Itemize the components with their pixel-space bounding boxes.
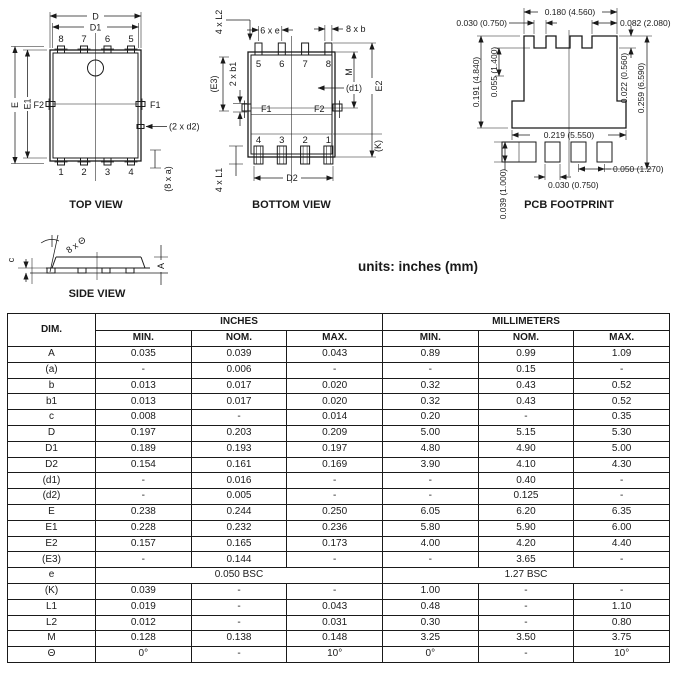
value-cell: 0.250	[287, 504, 383, 520]
table-row	[8, 394, 670, 410]
value-cell: 4.80	[382, 441, 478, 457]
value-cell: 0.197	[96, 425, 192, 441]
dim-cell: e	[8, 568, 96, 584]
value-cell: 0.32	[382, 394, 478, 410]
value-cell: 0.48	[382, 599, 478, 615]
dim-cell: c	[8, 410, 96, 426]
value-cell: 0.005	[191, 489, 287, 505]
pin-number: 5	[255, 59, 262, 70]
dim-cell: L2	[8, 615, 96, 631]
value-cell: 0°	[382, 647, 478, 663]
dim-label-e1: E1	[22, 98, 33, 110]
value-cell: 5.00	[382, 425, 478, 441]
dimensions-table	[7, 313, 670, 663]
value-cell: -	[96, 362, 192, 378]
table-sub-header-row	[8, 330, 670, 347]
value-cell-span: 1.27 BSC	[382, 568, 669, 584]
value-cell: 5.90	[478, 520, 574, 536]
table-row	[8, 631, 670, 647]
fp-dim-right-outer: 0.259 (6.590)	[636, 62, 646, 114]
fp-dim-pad-height: 0.039 (1.000)	[498, 168, 508, 220]
mm-nom-header: NOM.	[478, 330, 574, 347]
value-cell: 0.169	[287, 457, 383, 473]
label-4xl2: 4 x L2	[214, 9, 224, 35]
value-cell: 3.50	[478, 631, 574, 647]
side-label-a: A	[156, 262, 166, 270]
package-diagrams	[0, 0, 677, 310]
value-cell: 0.031	[287, 615, 383, 631]
pin-number: 3	[279, 135, 285, 146]
dimensions-table-body	[8, 347, 670, 663]
value-cell: 6.35	[574, 504, 670, 520]
footprint-pads	[502, 142, 612, 162]
value-cell: 1.10	[574, 599, 670, 615]
pin-number: 7	[81, 34, 87, 45]
value-cell: 0.197	[287, 441, 383, 457]
label-6xe: 6 x e	[260, 25, 280, 36]
label-2xb1: 2 x b1	[228, 61, 238, 87]
table-row	[8, 536, 670, 552]
inches-max-header: MAX.	[287, 330, 383, 347]
value-cell: -	[478, 615, 574, 631]
side-label-angle: 8 x Θ	[64, 234, 88, 256]
label-e3: (E3)	[209, 75, 219, 93]
bottom-view-caption: BOTTOM VIEW	[252, 199, 331, 211]
fp-dim-left-inner: 0.055 (1.400)	[489, 46, 499, 98]
side-label-c: c	[6, 257, 16, 263]
table-row	[8, 552, 670, 568]
value-cell: 4.10	[478, 457, 574, 473]
value-cell: -	[287, 362, 383, 378]
label-8xa: (8 x a)	[163, 166, 173, 192]
pin-number: 2	[81, 167, 87, 178]
dim-cell: b	[8, 378, 96, 394]
value-cell: 4.20	[478, 536, 574, 552]
pin-number: 2	[302, 135, 308, 146]
label-m: M	[344, 68, 354, 76]
value-cell: 0.189	[96, 441, 192, 457]
value-cell: -	[574, 552, 670, 568]
label-f2: F2	[314, 104, 325, 114]
value-cell: 0.128	[96, 631, 192, 647]
dim-cell: (E3)	[8, 552, 96, 568]
table-row	[8, 347, 670, 363]
mm-min-header: MIN.	[382, 330, 478, 347]
value-cell: -	[382, 473, 478, 489]
value-cell: -	[478, 410, 574, 426]
value-cell: 0.019	[96, 599, 192, 615]
pcb-footprint-diagram	[456, 7, 670, 219]
dim-cell: E1	[8, 520, 96, 536]
pin-number: 6	[104, 34, 111, 45]
value-cell: 0.039	[96, 583, 192, 599]
value-cell: 4.30	[574, 457, 670, 473]
dim-cell: E2	[8, 536, 96, 552]
value-cell: 0.013	[96, 394, 192, 410]
dim-cell: L1	[8, 599, 96, 615]
value-cell: 0.35	[574, 410, 670, 426]
value-cell: -	[382, 552, 478, 568]
value-cell: 0.30	[382, 615, 478, 631]
table-row	[8, 489, 670, 505]
value-cell: 0°	[96, 647, 192, 663]
value-cell: -	[382, 489, 478, 505]
pin-number: 8	[325, 59, 332, 70]
value-cell: 0.15	[478, 362, 574, 378]
label-f1: F1	[261, 104, 272, 114]
value-cell: 6.00	[574, 520, 670, 536]
fp-dim-pad-width: 0.030 (0.750)	[548, 180, 599, 190]
dim-label-d2: D2	[286, 173, 298, 183]
pin-number: 8	[58, 34, 64, 45]
table-row	[8, 568, 670, 584]
dim-cell: (a)	[8, 362, 96, 378]
value-cell: -	[191, 410, 287, 426]
dim-cell: E	[8, 504, 96, 520]
label-2xd2: (2 x d2)	[169, 121, 200, 132]
value-cell: -	[382, 362, 478, 378]
dim-cell: A	[8, 347, 96, 363]
units-label: units: inches (mm)	[357, 259, 479, 274]
value-cell-span: 0.050 BSC	[96, 568, 383, 584]
value-cell: 0.012	[96, 615, 192, 631]
value-cell: 0.236	[287, 520, 383, 536]
label-8xb: 8 x b	[346, 24, 366, 34]
pin-number: 4	[255, 135, 262, 146]
value-cell: 0.035	[96, 347, 192, 363]
value-cell: 0.52	[574, 378, 670, 394]
value-cell: 5.30	[574, 425, 670, 441]
value-cell: 0.20	[382, 410, 478, 426]
value-cell: 0.209	[287, 425, 383, 441]
pcb-footprint-caption: PCB FOOTPRINT	[524, 199, 614, 211]
dim-column-header: DIM.	[8, 314, 96, 347]
table-row	[8, 599, 670, 615]
value-cell: -	[96, 473, 192, 489]
table-row	[8, 520, 670, 536]
dim-cell: M	[8, 631, 96, 647]
millimeters-group-header: MILLIMETERS	[382, 314, 669, 331]
value-cell: -	[574, 489, 670, 505]
table-group-header-row	[8, 314, 670, 331]
value-cell: 0.80	[574, 615, 670, 631]
value-cell: 0.165	[191, 536, 287, 552]
table-row	[8, 583, 670, 599]
fp-dim-flange-width: 0.219 (5.550)	[543, 130, 595, 140]
value-cell: 0.99	[478, 347, 574, 363]
value-cell: -	[287, 489, 383, 505]
value-cell: -	[191, 647, 287, 663]
value-cell: -	[287, 473, 383, 489]
inches-min-header: MIN.	[96, 330, 192, 347]
table-row	[8, 457, 670, 473]
table-row	[8, 441, 670, 457]
value-cell: 0.154	[96, 457, 192, 473]
value-cell: -	[478, 599, 574, 615]
pin-number: 1	[325, 135, 332, 146]
label-f2: F2	[33, 100, 44, 110]
label-d1: (d1)	[346, 83, 363, 93]
value-cell: 0.193	[191, 441, 287, 457]
value-cell: 0.161	[191, 457, 287, 473]
fp-dim-tooth: 0.022 (0.560)	[619, 52, 629, 104]
value-cell: 0.203	[191, 425, 287, 441]
dim-cell: (K)	[8, 583, 96, 599]
side-view-caption: SIDE VIEW	[68, 288, 126, 300]
bottom-view-diagram	[209, 10, 384, 211]
dim-label-d1: D1	[89, 22, 102, 33]
value-cell: 0.043	[287, 347, 383, 363]
fp-dim-pad-pitch: 0.050 (1.270)	[613, 164, 664, 174]
table-row	[8, 647, 670, 663]
value-cell: 0.238	[96, 504, 192, 520]
value-cell: 0.125	[478, 489, 574, 505]
fp-dim-right-tab: 0.082 (2.080)	[620, 18, 671, 28]
dim-cell: b1	[8, 394, 96, 410]
table-row	[8, 378, 670, 394]
bottom-view-pins-top	[255, 43, 332, 70]
value-cell: 0.157	[96, 536, 192, 552]
dim-cell: Θ	[8, 647, 96, 663]
dim-label-d: D	[92, 11, 99, 22]
mm-max-header: MAX.	[574, 330, 670, 347]
value-cell: -	[574, 583, 670, 599]
table-row	[8, 410, 670, 426]
table-row	[8, 615, 670, 631]
value-cell: -	[478, 647, 574, 663]
pin-number: 5	[128, 34, 134, 45]
value-cell: 0.43	[478, 378, 574, 394]
inches-group-header: INCHES	[96, 314, 383, 331]
value-cell: 10°	[574, 647, 670, 663]
label-f1: F1	[150, 100, 161, 110]
value-cell: -	[287, 583, 383, 599]
table-row	[8, 425, 670, 441]
value-cell: -	[96, 552, 192, 568]
table-row	[8, 504, 670, 520]
dim-cell: D	[8, 425, 96, 441]
fp-dim-left-outer: 0.191 (4.840)	[471, 56, 481, 108]
value-cell: 0.016	[191, 473, 287, 489]
value-cell: 6.20	[478, 504, 574, 520]
pin-number: 6	[279, 59, 285, 70]
pin-number: 1	[58, 167, 64, 178]
value-cell: 0.017	[191, 378, 287, 394]
side-view-diagram	[6, 235, 168, 300]
value-cell: 0.173	[287, 536, 383, 552]
label-e2: E2	[374, 80, 384, 92]
table-row	[8, 473, 670, 489]
value-cell: 0.244	[191, 504, 287, 520]
top-view-caption: TOP VIEW	[69, 199, 123, 211]
top-view-diagram	[10, 12, 200, 212]
pin-number: 4	[128, 167, 134, 178]
value-cell: 0.020	[287, 394, 383, 410]
dim-cell: (d2)	[8, 489, 96, 505]
value-cell: 0.020	[287, 378, 383, 394]
value-cell: 0.144	[191, 552, 287, 568]
value-cell: 0.232	[191, 520, 287, 536]
dim-cell: (d1)	[8, 473, 96, 489]
pin-number: 3	[104, 167, 111, 178]
value-cell: 3.65	[478, 552, 574, 568]
inches-nom-header: NOM.	[191, 330, 287, 347]
value-cell: 6.05	[382, 504, 478, 520]
value-cell: 1.00	[382, 583, 478, 599]
value-cell: 0.89	[382, 347, 478, 363]
value-cell: 5.80	[382, 520, 478, 536]
value-cell: 0.043	[287, 599, 383, 615]
value-cell: 0.40	[478, 473, 574, 489]
dim-cell: D1	[8, 441, 96, 457]
label-4xl1: 4 x L1	[214, 167, 224, 193]
value-cell: 4.00	[382, 536, 478, 552]
value-cell: 5.15	[478, 425, 574, 441]
value-cell: -	[191, 583, 287, 599]
value-cell: 3.90	[382, 457, 478, 473]
value-cell: -	[191, 599, 287, 615]
value-cell: 1.09	[574, 347, 670, 363]
dim-cell: D2	[8, 457, 96, 473]
value-cell: 0.43	[478, 394, 574, 410]
value-cell: -	[478, 583, 574, 599]
value-cell: 0.014	[287, 410, 383, 426]
value-cell: -	[574, 362, 670, 378]
value-cell: -	[287, 552, 383, 568]
table-row	[8, 362, 670, 378]
value-cell: 4.90	[478, 441, 574, 457]
value-cell: 3.25	[382, 631, 478, 647]
value-cell: 0.228	[96, 520, 192, 536]
value-cell: 4.40	[574, 536, 670, 552]
value-cell: 0.017	[191, 394, 287, 410]
value-cell: 5.00	[574, 441, 670, 457]
pin-number: 7	[302, 59, 308, 70]
value-cell: 0.013	[96, 378, 192, 394]
value-cell: 0.32	[382, 378, 478, 394]
value-cell: 0.039	[191, 347, 287, 363]
value-cell: 10°	[287, 647, 383, 663]
value-cell: 0.52	[574, 394, 670, 410]
value-cell: -	[191, 615, 287, 631]
fp-dim-notch: 0.030 (0.750)	[456, 18, 507, 28]
value-cell: -	[96, 489, 192, 505]
fp-dim-top-width: 0.180 (4.560)	[544, 7, 596, 17]
value-cell: -	[574, 473, 670, 489]
value-cell: 0.148	[287, 631, 383, 647]
value-cell: 0.008	[96, 410, 192, 426]
value-cell: 0.006	[191, 362, 287, 378]
bottom-view-pins-bottom	[254, 135, 333, 164]
value-cell: 0.138	[191, 631, 287, 647]
value-cell: 3.75	[574, 631, 670, 647]
dim-label-e: E	[10, 101, 20, 109]
label-k: (K)	[373, 140, 383, 152]
